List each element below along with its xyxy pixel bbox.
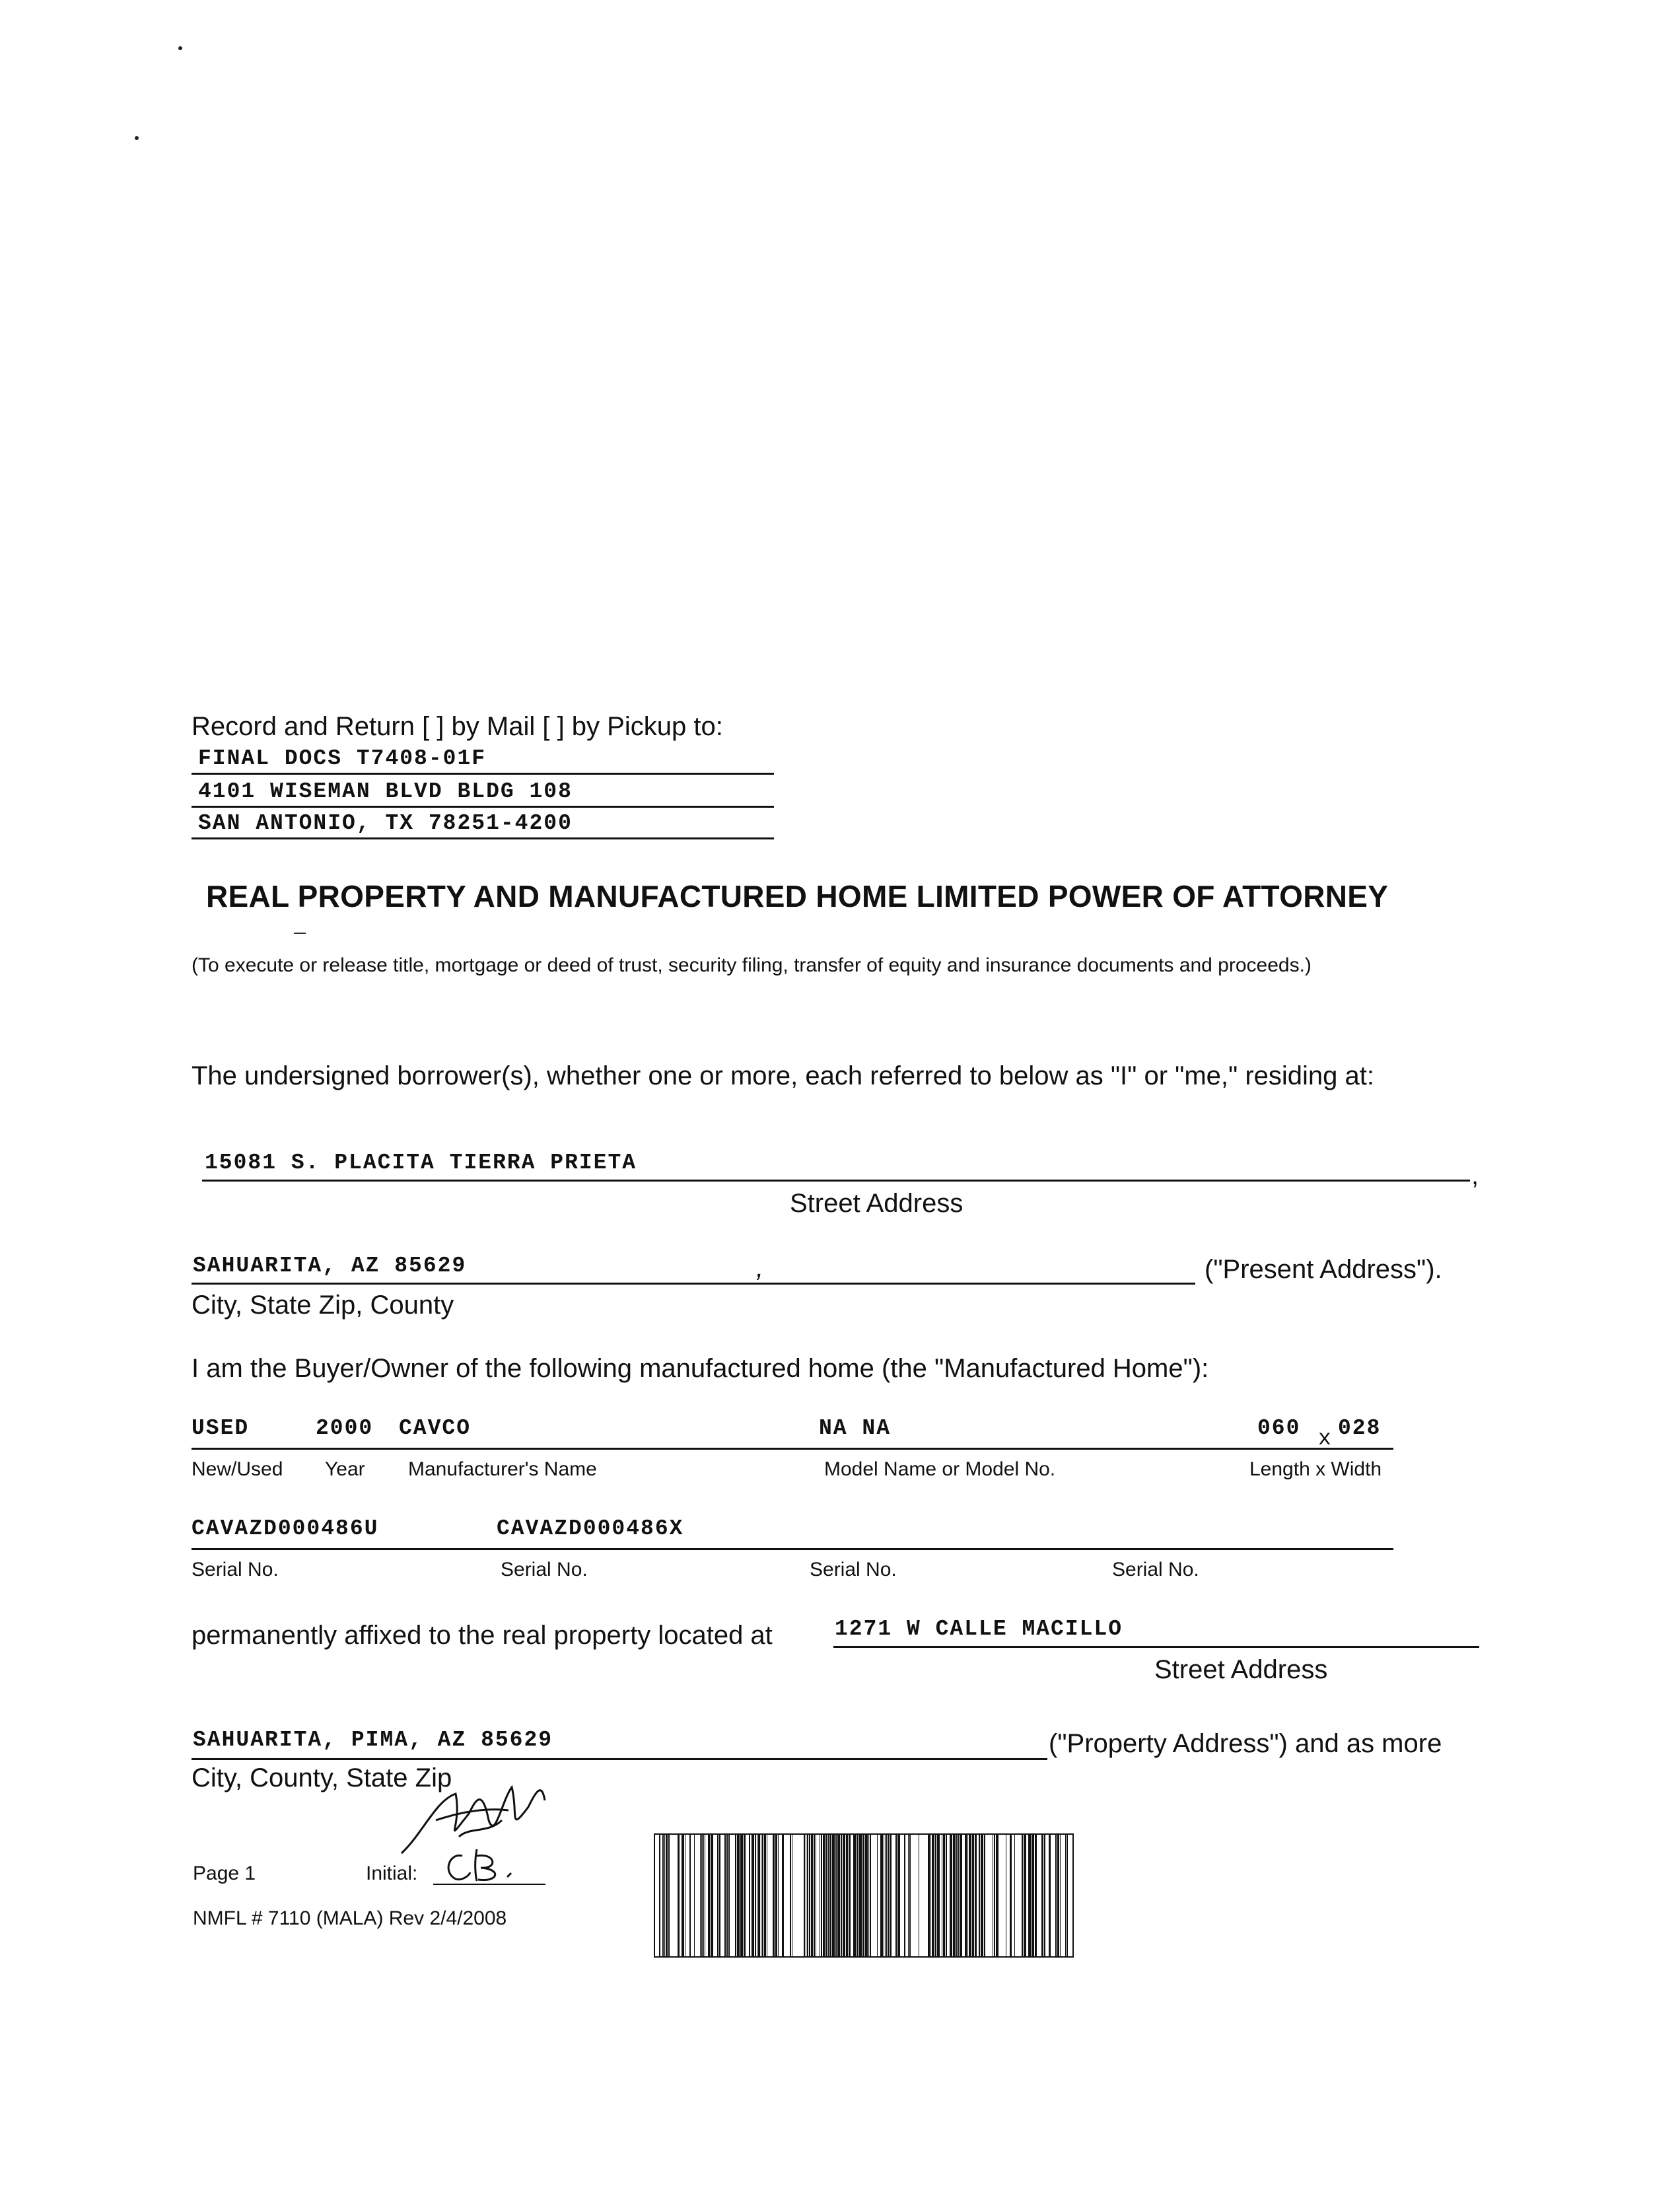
property-street-rule (833, 1646, 1479, 1648)
title-tick-mark (294, 933, 306, 934)
return-rule-2 (192, 806, 774, 808)
home-manufacturer-value: CAVCO (399, 1416, 472, 1440)
label-year: Year (325, 1458, 365, 1480)
serial-value-2: CAVAZD000486X (497, 1516, 684, 1541)
home-intro: I am the Buyer/Owner of the following manufactured home (the "Manufactured Home"): (192, 1354, 1209, 1383)
residence-city-value: SAHUARITA, AZ 85629 (193, 1254, 467, 1278)
form-id: NMFL # 7110 (MALA) Rev 2/4/2008 (193, 1907, 507, 1929)
return-heading: Record and Return [ ] by Mail [ ] by Pickup to: (192, 712, 723, 741)
serial-label-1: Serial No. (192, 1559, 279, 1580)
home-model-value: NA NA (819, 1416, 892, 1440)
initial-label: Initial: (366, 1862, 418, 1884)
residence-street-rule (202, 1180, 1470, 1182)
serial-rule (192, 1548, 1393, 1550)
speck-mark (135, 136, 139, 140)
home-length-value: 060 (1257, 1416, 1301, 1440)
serial-label-4: Serial No. (1112, 1559, 1199, 1580)
residence-street-value: 15081 S. PLACITA TIERRA PRIETA (205, 1151, 637, 1175)
label-manufacturer: Manufacturer's Name (408, 1458, 597, 1480)
page-number: Page 1 (193, 1862, 256, 1884)
serial-label-3: Serial No. (810, 1559, 897, 1580)
property-address-label: ("Property Address") and as more (1049, 1729, 1442, 1758)
property-city-label: City, County, State Zip (192, 1763, 452, 1792)
label-model: Model Name or Model No. (824, 1458, 1056, 1480)
return-line-1: FINAL DOCS T7408-01F (198, 746, 487, 771)
speck-mark (178, 46, 182, 50)
residence-city-comma: , (756, 1254, 764, 1283)
home-new-used-value: USED (192, 1416, 250, 1440)
present-address-label: ("Present Address"). (1205, 1255, 1442, 1284)
return-rule-3 (192, 837, 774, 839)
home-width-value: 028 (1338, 1416, 1382, 1440)
label-size: Length x Width (1249, 1458, 1382, 1480)
document-title: REAL PROPERTY AND MANUFACTURED HOME LIMITED POWER OF ATTORNEY (206, 879, 1389, 913)
home-size-x: x (1318, 1427, 1333, 1451)
home-details-rule (192, 1448, 1393, 1450)
property-street-label: Street Address (1154, 1655, 1328, 1684)
document-subtitle: (To execute or release title, mortgage or deed of trust, security filing, transfer of equity and insurance documents and proceeds.) (192, 954, 1312, 976)
barcode (654, 1833, 1074, 1958)
return-line-2: 4101 WISEMAN BLVD BLDG 108 (198, 779, 573, 804)
initial-handwriting (436, 1843, 528, 1889)
return-line-3: SAN ANTONIO, TX 78251-4200 (198, 811, 573, 835)
affixed-text: permanently affixed to the real property located at (192, 1621, 773, 1650)
property-street-value: 1271 W CALLE MACILLO (835, 1617, 1123, 1641)
return-rule-1 (192, 773, 774, 775)
residence-street-comma: , (1471, 1161, 1479, 1190)
property-city-rule (192, 1758, 1047, 1760)
home-year-value: 2000 (316, 1416, 374, 1440)
barcode-bars (655, 1835, 1072, 1956)
serial-value-1: CAVAZD000486U (192, 1516, 379, 1541)
serial-label-2: Serial No. (501, 1559, 588, 1580)
intro-paragraph: The undersigned borrower(s), whether one or more, each referred to below as "I" or "me," residing at: (192, 1061, 1374, 1090)
residence-street-label: Street Address (790, 1189, 963, 1218)
residence-city-label: City, State Zip, County (192, 1291, 454, 1320)
property-city-value: SAHUARITA, PIMA, AZ 85629 (193, 1728, 553, 1752)
initial-rule (433, 1884, 545, 1885)
residence-city-rule (192, 1283, 1195, 1285)
label-new-used: New/Used (192, 1458, 283, 1480)
